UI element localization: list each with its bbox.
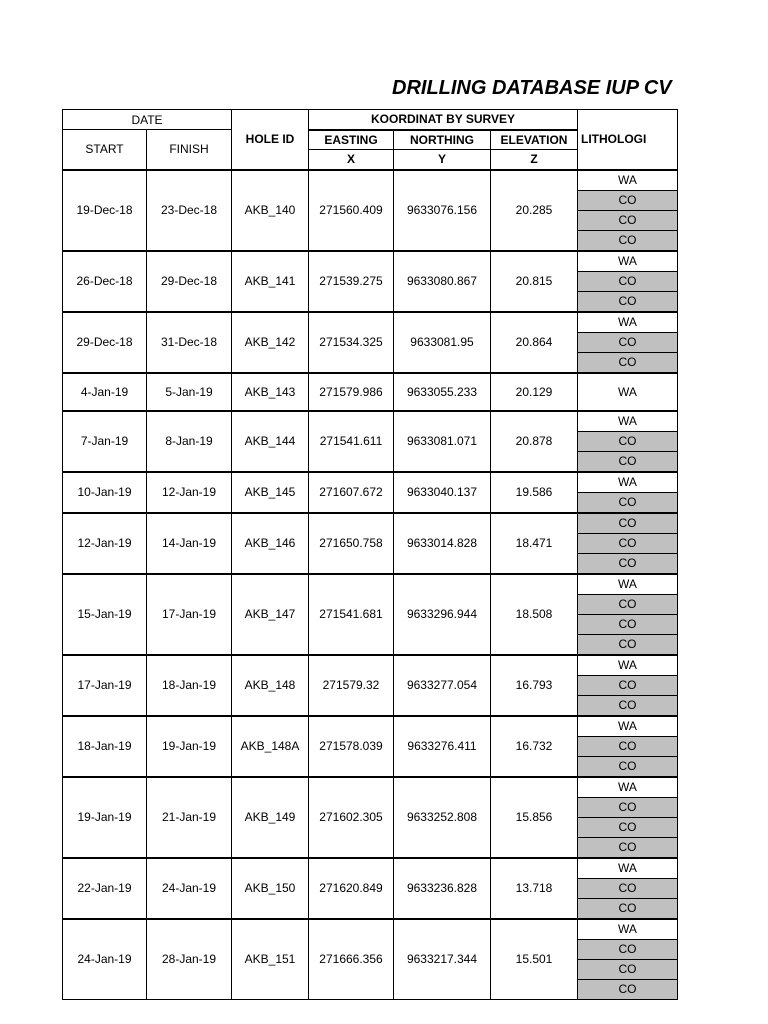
easting-cell: 271541.681: [309, 574, 394, 655]
lithology-cell: CO: [578, 190, 678, 210]
lithology-cell: CO: [578, 695, 678, 716]
start-date-cell: 19-Jan-19: [63, 777, 147, 858]
finish-date-cell: 31-Dec-18: [147, 312, 232, 373]
northing-cell: 9633236.828: [394, 858, 491, 919]
start-date-cell: 29-Dec-18: [63, 312, 147, 373]
start-date-cell: 24-Jan-19: [63, 919, 147, 1000]
lithology-cell: CO: [578, 431, 678, 451]
finish-header: FINISH: [147, 130, 232, 170]
northing-cell: 9633277.054: [394, 655, 491, 716]
elevation-cell: 15.501: [491, 919, 578, 1000]
lithology-cell: CO: [578, 817, 678, 837]
finish-date-cell: 29-Dec-18: [147, 251, 232, 312]
lithology-cell: CO: [578, 271, 678, 291]
hole-id-cell: AKB_147: [232, 574, 309, 655]
northing-cell: 9633080.867: [394, 251, 491, 312]
z-header: Z: [491, 150, 578, 170]
table-row: [63, 411, 678, 432]
elevation-cell: 16.793: [491, 655, 578, 716]
lithology-cell: CO: [578, 291, 678, 312]
table-row: [63, 574, 678, 595]
hole-id-cell: AKB_142: [232, 312, 309, 373]
hole-id-cell: AKB_148: [232, 655, 309, 716]
lithology-cell: CO: [578, 979, 678, 999]
table-row: [63, 919, 678, 940]
hole-id-cell: AKB_148A: [232, 716, 309, 777]
finish-date-cell: 12-Jan-19: [147, 472, 232, 513]
lithology-cell: WA: [578, 574, 678, 595]
lithology-cell: CO: [578, 352, 678, 373]
easting-header: EASTING: [309, 130, 394, 150]
table-row: [63, 655, 678, 676]
elevation-cell: 15.856: [491, 777, 578, 858]
lithology-cell: CO: [578, 756, 678, 777]
lithology-cell: WA: [578, 655, 678, 676]
lithology-cell: WA: [578, 858, 678, 879]
lithology-cell: WA: [578, 170, 678, 191]
lithology-cell: CO: [578, 533, 678, 553]
elevation-cell: 20.129: [491, 373, 578, 411]
easting-cell: 271539.275: [309, 251, 394, 312]
spreadsheet-grid: [62, 109, 648, 996]
survey-group-header: KOORDINAT BY SURVEY: [309, 110, 578, 130]
easting-cell: 271534.325: [309, 312, 394, 373]
easting-cell: 271607.672: [309, 472, 394, 513]
elevation-cell: 16.732: [491, 716, 578, 777]
hole-id-cell: AKB_151: [232, 919, 309, 1000]
start-date-cell: 26-Dec-18: [63, 251, 147, 312]
lithology-cell: WA: [578, 373, 678, 411]
easting-cell: 271666.356: [309, 919, 394, 1000]
finish-date-cell: 28-Jan-19: [147, 919, 232, 1000]
start-date-cell: 12-Jan-19: [63, 513, 147, 574]
start-date-cell: 22-Jan-19: [63, 858, 147, 919]
easting-cell: 271650.758: [309, 513, 394, 574]
elevation-cell: 18.508: [491, 574, 578, 655]
lithology-cell: CO: [578, 513, 678, 534]
finish-date-cell: 5-Jan-19: [147, 373, 232, 411]
lithology-cell: CO: [578, 959, 678, 979]
table-row: [63, 251, 678, 272]
hole-id-cell: AKB_146: [232, 513, 309, 574]
lithology-cell: WA: [578, 251, 678, 272]
lithology-header: LITHOLOGI: [578, 110, 678, 170]
elevation-cell: 19.586: [491, 472, 578, 513]
easting-cell: 271602.305: [309, 777, 394, 858]
easting-cell: 271541.611: [309, 411, 394, 472]
lithology-cell: CO: [578, 898, 678, 919]
elevation-cell: 18.471: [491, 513, 578, 574]
lithology-cell: WA: [578, 472, 678, 493]
lithology-cell: CO: [578, 614, 678, 634]
northing-cell: 9633040.137: [394, 472, 491, 513]
start-date-cell: 18-Jan-19: [63, 716, 147, 777]
hole-id-cell: AKB_145: [232, 472, 309, 513]
lithology-cell: CO: [578, 492, 678, 513]
table-row: [63, 858, 678, 879]
start-date-cell: 7-Jan-19: [63, 411, 147, 472]
table-row: [63, 472, 678, 493]
table-row: [63, 312, 678, 333]
lithology-cell: CO: [578, 797, 678, 817]
finish-date-cell: 21-Jan-19: [147, 777, 232, 858]
x-header: X: [309, 150, 394, 170]
table-row: [63, 170, 678, 191]
finish-date-cell: 8-Jan-19: [147, 411, 232, 472]
northing-cell: 9633081.95: [394, 312, 491, 373]
lithology-cell: CO: [578, 210, 678, 230]
lithology-cell: WA: [578, 312, 678, 333]
lithology-cell: WA: [578, 777, 678, 798]
easting-cell: 271579.986: [309, 373, 394, 411]
lithology-cell: CO: [578, 939, 678, 959]
hole-id-cell: AKB_149: [232, 777, 309, 858]
lithology-cell: WA: [578, 411, 678, 432]
finish-date-cell: 14-Jan-19: [147, 513, 232, 574]
finish-date-cell: 18-Jan-19: [147, 655, 232, 716]
northing-cell: 9633296.944: [394, 574, 491, 655]
hole-id-header: HOLE ID: [232, 110, 309, 170]
elevation-cell: 20.878: [491, 411, 578, 472]
start-date-cell: 10-Jan-19: [63, 472, 147, 513]
table-row: [63, 513, 678, 534]
lithology-cell: WA: [578, 919, 678, 940]
lithology-cell: CO: [578, 553, 678, 574]
finish-date-cell: 19-Jan-19: [147, 716, 232, 777]
finish-date-cell: 17-Jan-19: [147, 574, 232, 655]
lithology-cell: CO: [578, 332, 678, 352]
table-row: [63, 716, 678, 737]
elevation-cell: 20.815: [491, 251, 578, 312]
hole-id-cell: AKB_143: [232, 373, 309, 411]
table-body: [63, 170, 678, 1000]
northing-cell: 9633217.344: [394, 919, 491, 1000]
easting-cell: 271579.32: [309, 655, 394, 716]
table-row: [63, 373, 678, 411]
easting-cell: 271578.039: [309, 716, 394, 777]
hole-id-cell: AKB_140: [232, 170, 309, 251]
lithology-cell: CO: [578, 230, 678, 251]
northing-cell: 9633276.411: [394, 716, 491, 777]
easting-cell: 271620.849: [309, 858, 394, 919]
start-date-cell: 17-Jan-19: [63, 655, 147, 716]
northing-cell: 9633076.156: [394, 170, 491, 251]
hole-id-cell: AKB_141: [232, 251, 309, 312]
elevation-cell: 13.718: [491, 858, 578, 919]
finish-date-cell: 23-Dec-18: [147, 170, 232, 251]
drilling-table: [62, 109, 678, 1000]
elevation-cell: 20.864: [491, 312, 578, 373]
elevation-header: ELEVATION: [491, 130, 578, 150]
northing-cell: 9633081.071: [394, 411, 491, 472]
lithology-cell: CO: [578, 736, 678, 756]
lithology-cell: CO: [578, 837, 678, 858]
start-date-cell: 19-Dec-18: [63, 170, 147, 251]
hole-id-cell: AKB_150: [232, 858, 309, 919]
sheet-title: DRILLING DATABASE IUP CV: [392, 77, 672, 99]
start-header: START: [63, 130, 147, 170]
northing-header: NORTHING: [394, 130, 491, 150]
northing-cell: 9633014.828: [394, 513, 491, 574]
lithology-cell: CO: [578, 634, 678, 655]
hole-id-cell: AKB_144: [232, 411, 309, 472]
y-header: Y: [394, 150, 491, 170]
lithology-cell: CO: [578, 675, 678, 695]
northing-cell: 9633055.233: [394, 373, 491, 411]
lithology-cell: CO: [578, 878, 678, 898]
finish-date-cell: 24-Jan-19: [147, 858, 232, 919]
start-date-cell: 15-Jan-19: [63, 574, 147, 655]
northing-cell: 9633252.808: [394, 777, 491, 858]
lithology-cell: CO: [578, 451, 678, 472]
date-group-header: DATE: [63, 110, 232, 130]
easting-cell: 271560.409: [309, 170, 394, 251]
table-row: [63, 777, 678, 798]
lithology-cell: CO: [578, 594, 678, 614]
elevation-cell: 20.285: [491, 170, 578, 251]
start-date-cell: 4-Jan-19: [63, 373, 147, 411]
lithology-cell: WA: [578, 716, 678, 737]
